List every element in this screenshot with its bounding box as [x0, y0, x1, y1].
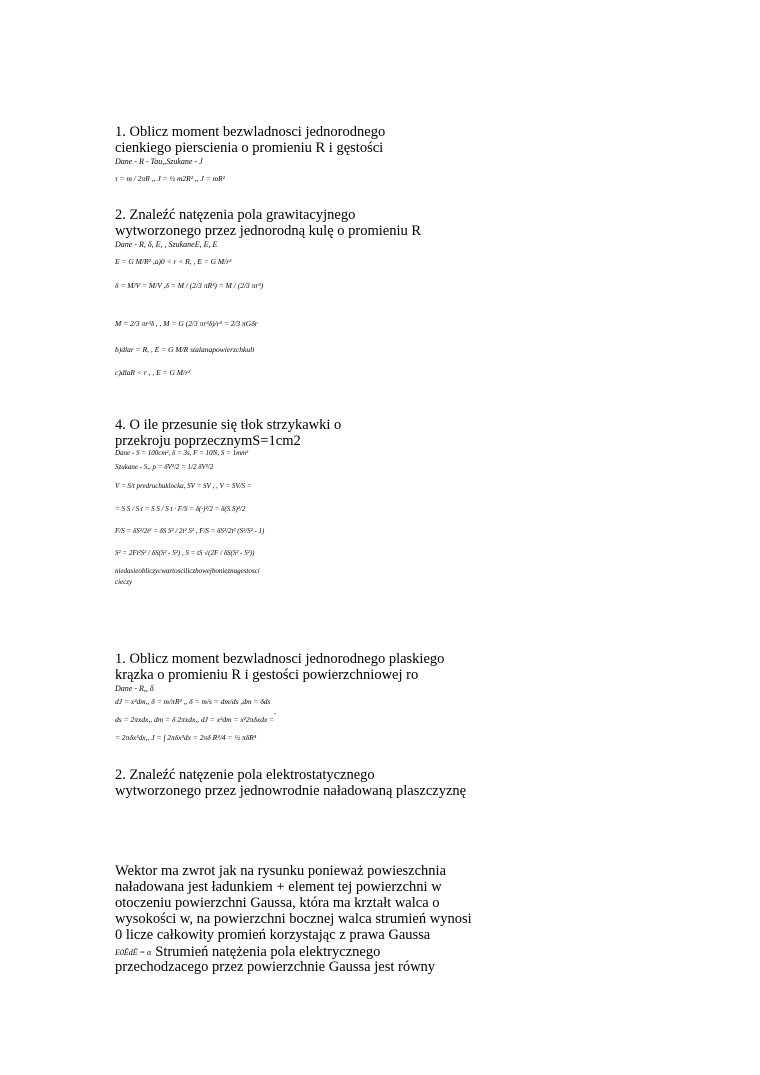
section1-title-line2: cienkiego pierscienia o promieniu R i gęstości [115, 140, 384, 156]
paragraph-line3: otoczeniu powierzchni Gaussa, która ma krztałt walca o [115, 895, 440, 911]
section5-eq2: ds = 2πxdx,, dm = δ 2πxdx,, dJ = x²dm = x²2πδxdx = [115, 715, 275, 724]
section5-eq1: dJ = x²dm,, δ = m/πR² ,, δ = m/s = dm/ds ,dm = δds [115, 697, 271, 706]
section4-eq6: niedasieobliczycwartosciliczbowejbonieznagestosci [115, 567, 260, 575]
section1-given: Dane - R - Tau,,Szukane - J [115, 157, 203, 166]
section4-eq7: cieczy [115, 578, 133, 586]
section2-eq4: b)dlar = R, , E = G M/R stalanapowierzchkuli [115, 345, 255, 354]
section2-eq1: E = G M/R² ,a)0 < r < R, , E = G M/r² [115, 257, 232, 266]
section5-eq3: = 2πδx³dx,, J = ∫ 2πδx³dx = 2πδ R⁴/4 = ½ πδR⁴ [115, 733, 257, 742]
section5-eq1-mark: , [274, 707, 276, 716]
section4-eq4: F/S = δS²/2t² = δS S² / 2t² S² , F/S = δS²/2t² (S²/S² - 1) [115, 527, 265, 535]
paragraph-line2: naładowana jest ładunkiem + element tej powierzchni w [115, 879, 442, 895]
section1-title-line1: 1. Oblicz moment bezwladnosci jednorodnego [115, 124, 386, 140]
section4-eq3: = S S / S t = S S / S t · F/S = δ(·)²/2 = δ(S S)²/2 [115, 505, 246, 513]
section4-eq5: S² = 2Ft²S² / δS(S² - S²) , S = tS √(2F / δS(S² - S²)) [115, 549, 255, 557]
paragraph-line4: wysokości w, na powierzchni bocznej walca strumień wynosi [115, 911, 472, 927]
paragraph-line6-text: Strumień natężenia pola elektrycznego [155, 944, 381, 960]
gauss-equation: E0ĒdĒ = α [115, 947, 152, 957]
paragraph-line1: Wektor ma zwrot jak na rysunku ponieważ powieszchnia [115, 863, 447, 879]
paragraph-line6 [115, 943, 380, 959]
section4-given: Dane - S = 100cm², δ = 3s, F = 10N, S = 1mm² [115, 449, 249, 457]
section2-given: Dane - R, δ, E, , SzukaneE, E, E [115, 240, 218, 249]
section4-eq1: Szukane - S,, p = δV²/2 = 1/2 δV²/2 [115, 463, 214, 471]
section6-title-line1: 2. Znaleźć natęzenie pola elektrostatycznego [115, 767, 375, 783]
section2-eq5: c)dlaR < r , , E = G M/r² [115, 368, 191, 377]
section4-title-line1: 4. O ile przesunie się tłok strzykawki o [115, 417, 342, 433]
paragraph-line5: 0 licze całkowity promień korzystając z prawa Gaussa [115, 927, 431, 943]
section4-eq2: V = S/t predruchuklocka, SV = SV , , V = SV/S = [115, 482, 252, 490]
section4-title-line2: przekroju poprzecznymS=1cm2 [115, 433, 301, 449]
section5-given: Dane - R,, δ [115, 684, 154, 693]
section2-eq3: M = 2/3 πr³δ , , M = G (2/3 πr³δ)/r² = 2/3 πGδr [115, 319, 258, 328]
section2-title-line1: 2. Znaleźć natęzenia pola grawitacyjnego [115, 207, 356, 223]
paragraph-line7: przechodzacego przez powierzchnie Gaussa jest równy [115, 959, 436, 975]
section2-eq2: δ = M/V = M/V ,δ = M / (2/3 πR³) = M / (2/3 πr³) [115, 281, 264, 290]
section2-title-line2: wytworzonego przez jednorodną kulę o promieniu R [115, 223, 422, 239]
section5-title-line1: 1. Oblicz moment bezwladnosci jednorodnego plaskiego [115, 651, 445, 667]
section6-title-line2: wytworzonego przez jednowrodnie naładowaną plaszczyznę [115, 783, 467, 799]
section1-equation: τ = m / 2πR ,, J = ½ m2R² ,, J = mR² [115, 174, 225, 183]
section5-title-line2: krązka o promieniu R i gestości powierzchniowej ro [115, 667, 419, 683]
